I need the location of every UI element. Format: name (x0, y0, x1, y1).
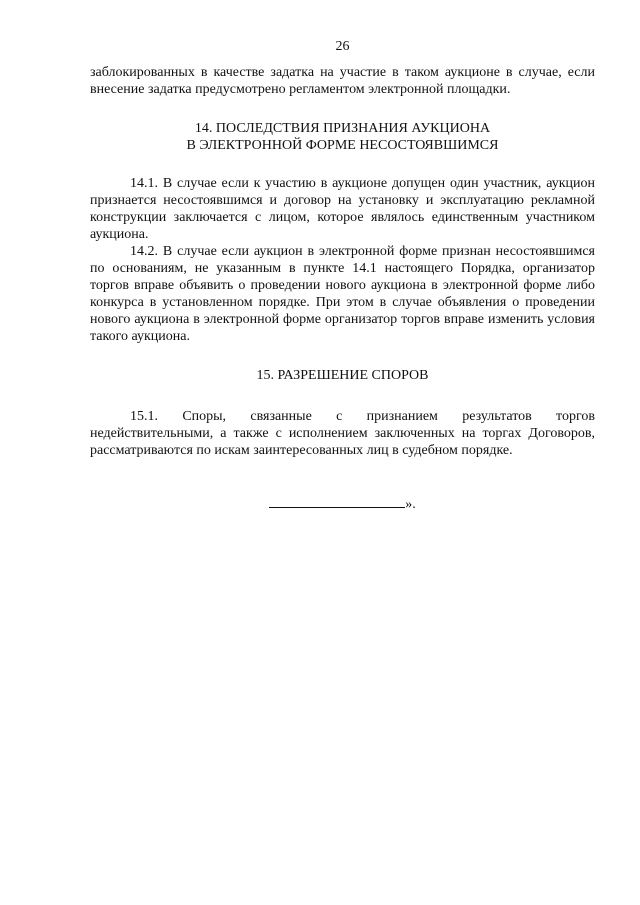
paragraph-14-1: 14.1. В случае если к участию в аукционе допущен один участник, аукцион признается несостоявшимся и договор на установку и эксплуатацию рекламной конструкции заключается с лицом, которое являлось единственным участником аукциона. (90, 176, 595, 242)
signature-underline (269, 495, 405, 508)
paragraph-15-1: 15.1. Споры, связанные с признанием результатов торгов недействительными, а также с исполнением заключенных на торгах Договоров, рассматриваются по искам заинтересованных лиц в судебном порядке. (90, 409, 595, 458)
intro-paragraph: заблокированных в качестве задатка на участие в таком аукционе в случае, если внесение задатка предусмотрено регламентом электронной площадки. (90, 65, 595, 97)
closing-line (90, 495, 595, 513)
page-number: 26 (335, 39, 350, 54)
section-15-heading: 15. РАЗРЕШЕНИЕ СПОРОВ (256, 368, 429, 383)
paragraph-14-2: 14.2. В случае если аукцион в электронной форме признан несостоявшимся по основаниям, не указанным в пункте 14.1 настоящего Порядка, организатор торгов вправе объявить о проведении нового аукциона в электронной форме либо конкурса в установленном порядке. При этом в случае объявления о проведении нового аукциона в электронной форме организатор торгов вправе изменить условия такого аукциона. (90, 244, 595, 344)
section-14-heading-line-2: В ЭЛЕКТРОННОЙ ФОРМЕ НЕСОСТОЯВШИМСЯ (186, 138, 499, 153)
closing-quote: ». (405, 497, 416, 512)
section-14-heading-line-1: 14. ПОСЛЕДСТВИЯ ПРИЗНАНИЯ АУКЦИОНА (194, 121, 491, 136)
